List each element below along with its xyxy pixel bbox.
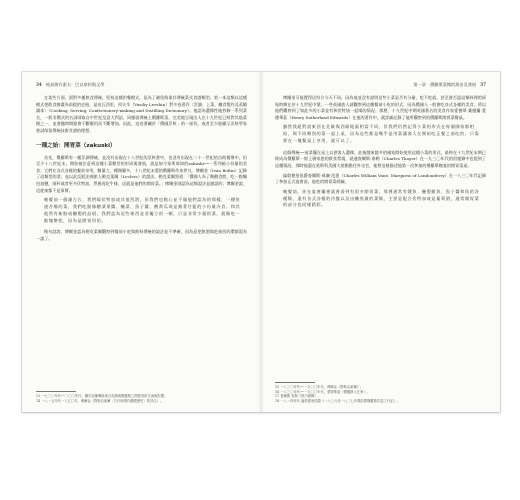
left-page-header-group <box>36 82 104 88</box>
footnote: 14 一八一五年代一八五〇年，博爾金《對勒克萊爾〈古代與現代俄國歷史〉的評注》。 <box>36 399 164 404</box>
right-footnotes <box>275 382 486 404</box>
left-page-header <box>36 82 247 88</box>
footnote-rule <box>275 382 315 383</box>
left-page <box>22 72 261 412</box>
right-block-quote-2: 晚餐前，你在宴會廳裡就會看到有很多開胃菜，那裡通常有燻魚、醃製鯡魚、魚子醬和魚的各種類，還有各式各樣的冷盤以及由醃魚做的菜餚，主要是配合伏特加或是葡萄酒，通常開胃菜的部分也同樣精彩。 <box>283 188 480 208</box>
left-paragraph-3: 換句話說，博爾金認為勒克萊爾觀察到餐前小吃與飲料傳統的說法並不準確，因為意把飲酒與吃東西的環節混為一談了。 <box>36 229 247 241</box>
left-running-head: 純真與有素夫：巴以豪料與文學 <box>45 82 105 87</box>
left-page-number: 34 <box>36 82 42 87</box>
right-page-header-group <box>413 82 486 88</box>
footnote: 16 一八三〇年代──一九〇〇年代，愛德華茲《俄羅斯人在家》。 <box>275 389 370 394</box>
right-page-number: 37 <box>480 82 486 87</box>
right-page <box>261 72 500 412</box>
right-running-head: 第一章 俄羅斯菜餚的源由及發展 <box>413 82 477 87</box>
footnote: 13 一七三〇年代──二〇〇年代，關於這種傳統來自英國與俄羅斯之間貿易的交流與影響。 <box>36 394 168 399</box>
footnote: 15 一八三〇年代──一九〇〇年代，博爾金《對勒克萊爾》。 <box>275 384 364 389</box>
left-paragraph-2: 首先，俄羅斯有一種烹調傳統，並沒有出現在十八世紀的烹飪書中，也沒有出現在二十一世紀的自助餐聚中，但至少十八世紀末，開始被注意到這種小菜類型的形成與發展，就是如今眾所周知的zakuski──一系列極小份量的美食；它們在各式各樣的餐前享用，數量大，種類繁多，十八世紀末葉的俄羅斯作家伊凡．博爾金（Ivan Boltin）記錄了這類型的菜；並以此反駁法國旅人勒克萊爾（Leclerc）的說法。勒克萊爾寫道：「俄國人為了喚醒食慾，吃一點麵包加鹽，兩杯或者更多伏特加，然後再吃牛排，這就是他們的開胃菜。」博爾金則認為這類說法是錯誤的；博爾金說，這從來都不是事實。 <box>36 154 247 193</box>
left-footnotes <box>36 391 247 404</box>
right-paragraph-3: 倫敦德里侯爵查爾斯·威廉·范恩（Charles William Vane, Marquess of Londonderry）在一八三〇年代記錄了參加正式宴會前，他吃的開胃菜經驗。 <box>275 172 486 185</box>
footnote-rule <box>36 391 76 392</box>
right-block-quote-1: 雖然我絕對說東西在北歐與西歐地區相當不同，但我們仍然記得小菜的形式在每個國家都相似，與不同類別的菜一起上桌，因為這些都是幾乎是用菜讓客人在開始吃正餐之前吃的，只需要在一塊餐桌上享用，就可以了。 <box>283 124 480 143</box>
right-page-header <box>275 82 486 88</box>
right-paragraph-1: 博爾金可能覺得這符合今天不同，因為他並沒有說明這些小菜是否有分量、吃不吃就，甚至會否認這類料理的原始時期在於十九世紀中葉，一些英國旅人就觀察到這種餐前小吃的形式，因為俄國人一般會吃各式各樣的美食，所以他們觀察到了如此多的小菜並有和伏特加一起喝的情況。那麼，十九世紀中期英國著名的美食作家愛德華·桑德蘭·愛德華茲（Henry Sutherland Edwards）在他的著作中，就詳細記錄了他所觀察到的俄羅斯開胃菜餐桌。 <box>275 95 486 120</box>
right-paragraph-2: 這個傳統──前菜擺在桌上以供客人選擇，此後越來越多的國家開始使用這種小菜的形式，最終在十九世紀末期已經成為俄羅斯一般上層家庭的飲食常規，就連查爾斯·泰勒（Charles Thayer）在一九三〇年代的回憶錄中也提到了這種情況，那時他還在莫斯科美國大使館擔任外交官，他曾這樣描述他第一次參加的俄羅斯晚宴的開胃菜桌。 <box>275 149 486 168</box>
left-block-quote: 晚餐前一個鐘左右，我們喝伏特加或其他烈酒，但我們也點心並不像他們認為的那樣，一種快速吞嚥的菜，我們吃點像糖漬果醬、醃菜、魚子醬、酸黃瓜或是蕪菁甘藍的小份量冷食。和其他所有新鮮或醃製的品項，我們認為這些東西並非獨立的一頓，只是非常少量的菜，就像吃一點塊餅乾，因為是開胃用的。 <box>44 197 241 223</box>
book-spread <box>22 72 500 412</box>
left-paragraph-1: 在某些方面，面對多種飲食傳統，堅持這種用餐模式，是為了避免與保存傳統菜式食譜類型。第一本這類以這種模式把飲食繪畫為前提的史冊，是由瓦西里，列夫辛（Vasiliy Levshin）對多卷著作〈烹調、上菜、糖食製作及蒸餾讀本〉（Cooking, Serving, Confectionery-making and Distilling Dictionary）。他認為選擇性地抄錄一系列菜名，一般非俄式的名詞則取自中世紀及意大利語，同樣就傳統上俄羅斯菜，完美地呈現出人在十九世紀已經對其他菜餚之一，並會隨時間點會不斷應用而不斷增加。因此，這卷書屬於「俄國烹飪」的一部份，或者至少能顯示烹飪學家嘗試保留傳統技術食譜的理想。 <box>36 95 247 133</box>
footnote: 18 一八一四年代 倫敦德里侯爵《一八三六至一八三七年間訪問俄羅斯宮廷之行記》。 <box>275 399 400 404</box>
section-title: 一種之始：開胃菜（zakuski） <box>36 142 116 149</box>
footnote: 17 查爾斯·泰勒《熊不跳舞》。 <box>275 394 321 399</box>
